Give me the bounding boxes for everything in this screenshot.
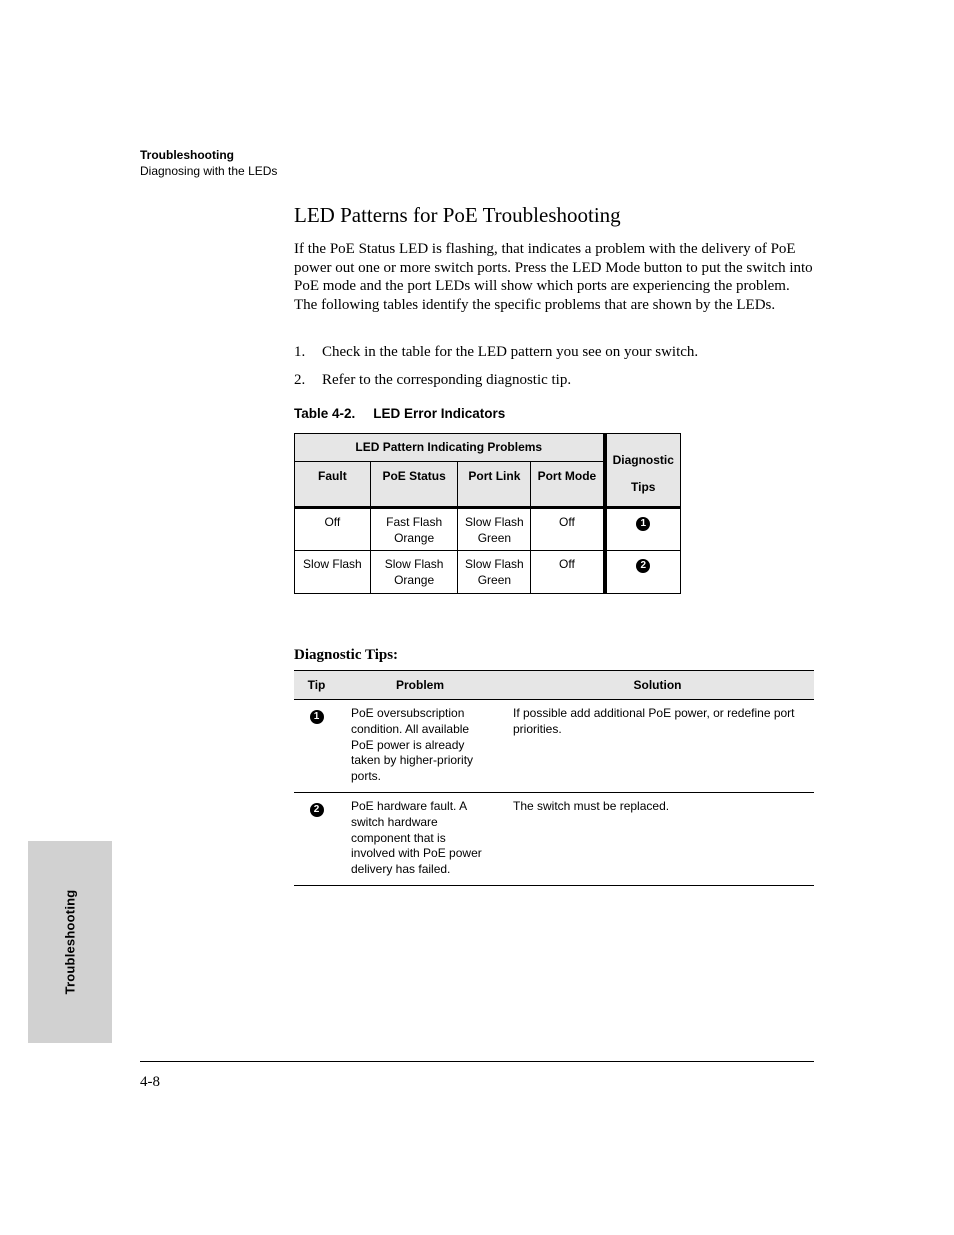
step-text: Check in the table for the LED pattern you see on your switch. xyxy=(322,344,699,360)
poe-status-cell: Slow Flash Orange xyxy=(370,551,458,594)
problem-cell: PoE oversubscription condition. All available PoE power is already taken by higher-priority ports. xyxy=(339,700,501,793)
tip-number-cell xyxy=(294,700,339,793)
step-text: Refer to the corresponding diagnostic tip. xyxy=(322,372,572,388)
diagnostic-tip-cell xyxy=(605,551,681,594)
column-header-solution: Solution xyxy=(501,671,814,700)
table-row xyxy=(295,508,681,551)
footer-divider xyxy=(140,1061,814,1062)
table-caption-title: LED Error Indicators xyxy=(373,406,506,421)
column-header-fault: Fault xyxy=(295,462,371,508)
page-title: LED Patterns for PoE Troubleshooting xyxy=(294,203,621,227)
led-pattern-group-header: LED Pattern Indicating Problems xyxy=(295,434,605,462)
diagnostic-tips-header: Diagnostic Tips xyxy=(605,434,681,508)
diagnostic-tips-heading: Diagnostic Tips: xyxy=(294,647,399,663)
fault-cell: Slow Flash xyxy=(295,551,371,594)
port-mode-cell: Off xyxy=(531,508,605,551)
problem-cell: PoE hardware fault. A switch hardware component that is involved with PoE power delivery has failed. xyxy=(339,792,501,885)
table-row xyxy=(295,551,681,594)
running-head xyxy=(140,147,277,179)
column-header-tip: Tip xyxy=(294,671,339,700)
tip-number-badge: 1 xyxy=(310,710,324,724)
intro-paragraph: If the PoE Status LED is flashing, that indicates a problem with the delivery of PoE power out one or more switch ports. Press the LED Mode button to put the switch into PoE mode and the port LEDs will show which ports are experiencing the problem. The following tables identify the specific problems that are shown by the LEDs. xyxy=(294,241,813,314)
table-caption xyxy=(294,405,505,423)
column-header-problem: Problem xyxy=(339,671,501,700)
step-number: 2. xyxy=(294,372,306,388)
poe-status-cell: Fast Flash Orange xyxy=(370,508,458,551)
column-header-port-mode: Port Mode xyxy=(531,462,605,508)
running-head-chapter: Troubleshooting xyxy=(140,148,234,162)
table-caption-label: Table 4-2. xyxy=(294,406,356,421)
fault-cell: Off xyxy=(295,508,371,551)
running-head-section: Diagnosing with the LEDs xyxy=(140,164,278,178)
tip-number-badge: 1 xyxy=(636,517,650,531)
step-number: 1. xyxy=(294,344,306,360)
led-error-table xyxy=(294,433,681,594)
column-header-poe-status: PoE Status xyxy=(370,462,458,508)
port-link-cell: Slow Flash Green xyxy=(458,508,531,551)
diagnostic-tips-table xyxy=(294,670,814,886)
tip-number-cell xyxy=(294,792,339,885)
solution-cell: The switch must be replaced. xyxy=(501,792,814,885)
table-row xyxy=(294,792,814,885)
side-tab-label: Troubleshooting xyxy=(62,889,78,995)
page-number: 4-8 xyxy=(140,1074,160,1090)
solution-cell: If possible add additional PoE power, or redefine port priorities. xyxy=(501,700,814,793)
table-row xyxy=(294,700,814,793)
diagnostic-tip-cell xyxy=(605,508,681,551)
tip-number-badge: 2 xyxy=(310,803,324,817)
side-chapter-tab xyxy=(28,841,112,1043)
port-mode-cell: Off xyxy=(531,551,605,594)
port-link-cell: Slow Flash Green xyxy=(458,551,531,594)
tip-number-badge: 2 xyxy=(636,559,650,573)
column-header-port-link: Port Link xyxy=(458,462,531,508)
